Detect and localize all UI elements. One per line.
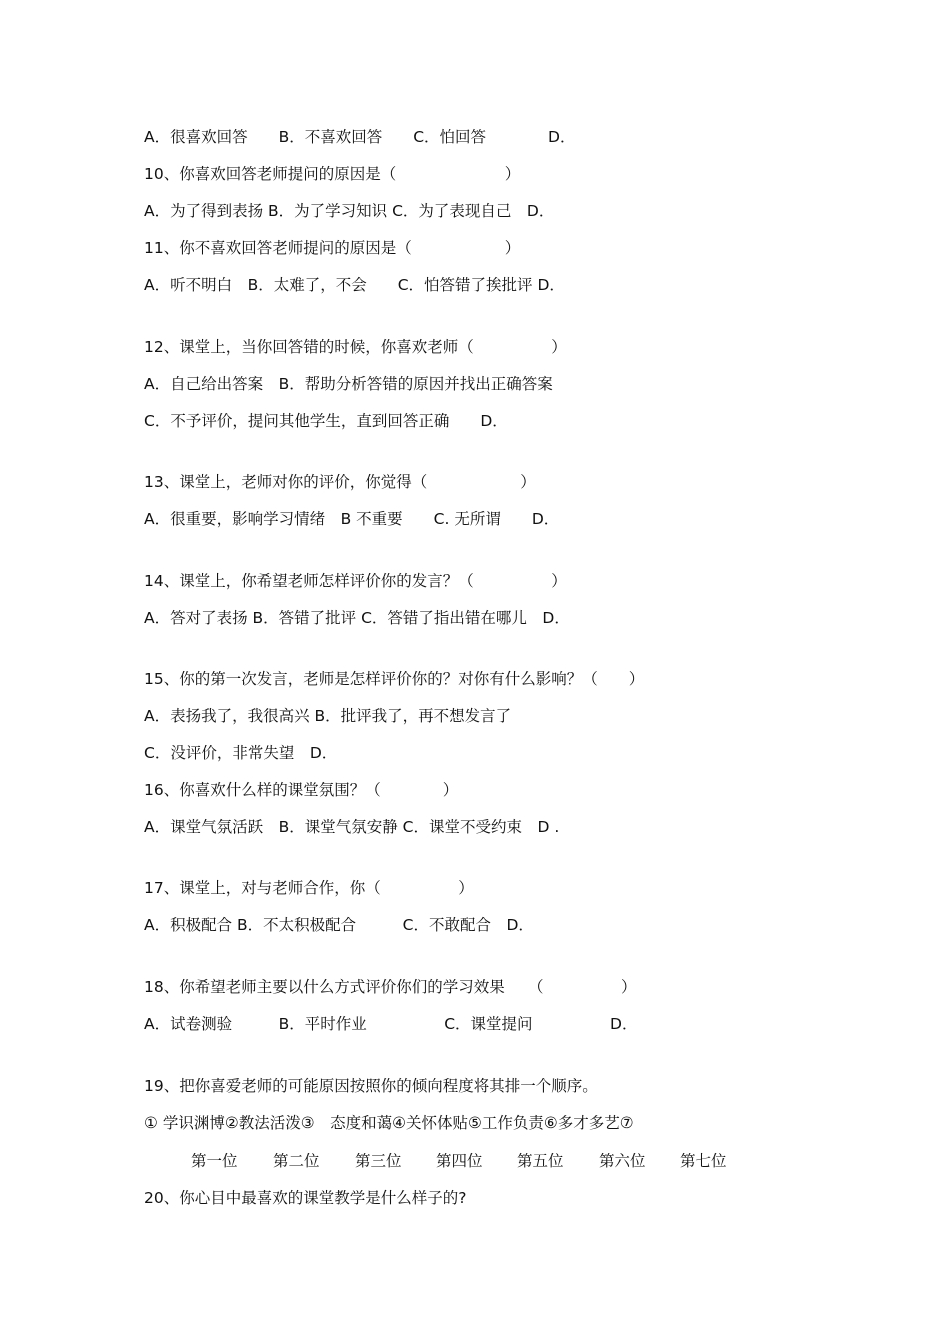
q20-question: 20、你心目中最喜欢的课堂教学是什么样子的? xyxy=(144,1189,467,1207)
q9-options: A．很喜欢回答 B．不喜欢回答 C．怕回答 D． xyxy=(144,128,576,146)
q12-question: 12、课堂上，当你回答错的时候，你喜欢老师（ ） xyxy=(144,338,567,356)
q15-question: 15、你的第一次发言，老师是怎样评价你的？对你有什么影响？（ ） xyxy=(144,670,645,688)
rank-6: 第六位 xyxy=(599,1152,646,1170)
q16-question: 16、你喜欢什么样的课堂氛围？（ ） xyxy=(144,781,459,799)
rank-7: 第七位 xyxy=(680,1152,727,1170)
rank-3: 第三位 xyxy=(355,1152,402,1170)
q11-options: A．听不明白 B．太难了，不会 C．怕答错了挨批评 D． xyxy=(144,276,565,294)
q18-options: A．试卷测验 B．平时作业 C．课堂提问 D． xyxy=(144,1015,638,1033)
q19-question: 19、把你喜爱老师的可能原因按照你的倾向程度将其排一个顺序。 xyxy=(144,1077,598,1095)
q11-question: 11、你不喜欢回答老师提问的原因是（ ） xyxy=(144,239,521,257)
q12-options-line1: A．自己给出答案 B．帮助分析答错的原因并找出正确答案 xyxy=(144,375,553,393)
q13-question: 13、课堂上，老师对你的评价，你觉得（ ） xyxy=(144,473,536,491)
q15-options-line1: A．表扬我了，我很高兴 B．批评我了，再不想发言了 xyxy=(144,707,512,725)
rank-5: 第五位 xyxy=(517,1152,564,1170)
q14-options: A．答对了表扬 B．答错了批评 C．答错了指出错在哪儿 D． xyxy=(144,609,570,627)
rank-2: 第二位 xyxy=(273,1152,320,1170)
q12-options-line2: C．不予评价，提问其他学生，直到回答正确 D． xyxy=(144,412,508,430)
q17-question: 17、课堂上，对与老师合作，你（ ） xyxy=(144,879,474,897)
q14-question: 14、课堂上，你希望老师怎样评价你的发言？（ ） xyxy=(144,572,567,590)
q16-options: A．课堂气氛活跃 B．课堂气氛安静 C．课堂不受约束 D . xyxy=(144,818,560,836)
q10-question: 10、你喜欢回答老师提问的原因是（ ） xyxy=(144,165,521,183)
q15-options-line2: C．没评价，非常失望 D． xyxy=(144,744,338,762)
rank-1: 第一位 xyxy=(191,1152,238,1170)
q13-options: A．很重要，影响学习情绪 B 不重要 C. 无所谓 D． xyxy=(144,510,560,528)
q19-reasons: ① 学识渊博②教法活泼③ 态度和蔼④关怀体贴⑤工作负责⑥多才多艺⑦ xyxy=(144,1114,634,1132)
q17-options: A．积极配合 B．不太积极配合 C．不敢配合 D． xyxy=(144,916,534,934)
rank-4: 第四位 xyxy=(436,1152,483,1170)
q18-question: 18、你希望老师主要以什么方式评价你们的学习效果 （ ） xyxy=(144,978,637,996)
q10-options: A．为了得到表扬 B．为了学习知识 C．为了表现自己 D． xyxy=(144,202,555,220)
